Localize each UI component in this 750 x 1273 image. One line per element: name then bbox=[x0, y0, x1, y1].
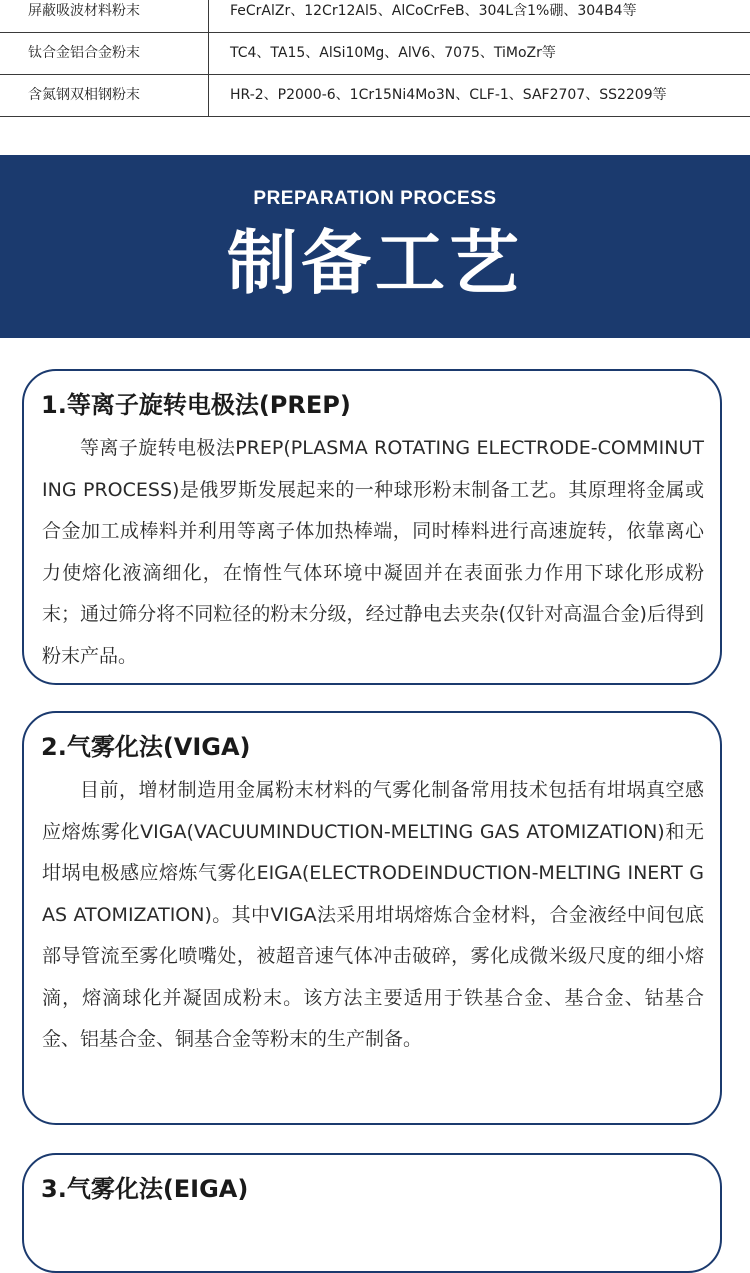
process-card-viga bbox=[22, 711, 722, 1125]
table-row bbox=[0, 0, 750, 33]
process-title: 3.气雾化法(EIGA) bbox=[41, 1169, 248, 1204]
materials-table bbox=[0, 0, 750, 117]
banner-subtitle: PREPARATION PROCESS bbox=[0, 188, 750, 210]
banner-title: 制备工艺 bbox=[0, 221, 750, 305]
material-category-cell: 屏蔽吸波材料粉末 bbox=[0, 0, 209, 33]
material-grades-cell: FeCrAlZr、12Cr12Al5、AlCoCrFeB、304L含1%硼、304B4等 bbox=[209, 0, 750, 33]
process-card-eiga bbox=[22, 1153, 722, 1273]
process-description: 等离子旋转电极法PREP(PLASMA ROTATING ELECTRODE-COMMINUTING PROCESS)是俄罗斯发展起来的一种球形粉末制备工艺。其原理将金属或合金加工成棒料并利用等离子体加热棒端，同时棒料进行高速旋转，依靠离心力使熔化液滴细化，在惰性气体环境中凝固并在表面张力作用下球化形成粉末；通过筛分将不同粒径的粉末分级，经过静电去夹杂(仅针对高温合金)后得到粉末产品。 bbox=[42, 428, 704, 677]
material-category-cell: 钛合金铝合金粉末 bbox=[0, 33, 209, 75]
process-description: 目前，增材制造用金属粉末材料的气雾化制备常用技术包括有坩埚真空感应熔炼雾化VIGA(VACUUMINDUCTION-MELTING GAS ATOMIZATION)和无坩埚电极感应熔炼气雾化EIGA(ELECTRODEINDUCTION-MELTING INERT GAS ATOMIZATION)。其中VIGA法采用坩埚熔炼合金材料，合金液经中间包底部导管流至雾化喷嘴处，被超音速气体冲击破碎，雾化成微米级尺度的细小熔滴，熔滴球化并凝固成粉末。该方法主要适用于铁基合金、基合金、钴基合金、铝基合金、铜基合金等粉末的生产制备。 bbox=[42, 770, 704, 1061]
process-title: 2.气雾化法(VIGA) bbox=[41, 727, 251, 762]
material-category-cell: 含氮钢双相钢粉末 bbox=[0, 75, 209, 117]
table-row bbox=[0, 33, 750, 75]
process-card-prep bbox=[22, 369, 722, 685]
material-grades-cell: HR-2、P2000-6、1Cr15Ni4Mo3N、CLF-1、SAF2707、SS2209等 bbox=[209, 75, 750, 117]
material-grades-cell: TC4、TA15、AlSi10Mg、AlV6、7075、TiMoZr等 bbox=[209, 33, 750, 75]
section-banner bbox=[0, 155, 750, 338]
table-row bbox=[0, 75, 750, 117]
process-title: 1.等离子旋转电极法(PREP) bbox=[41, 385, 351, 420]
